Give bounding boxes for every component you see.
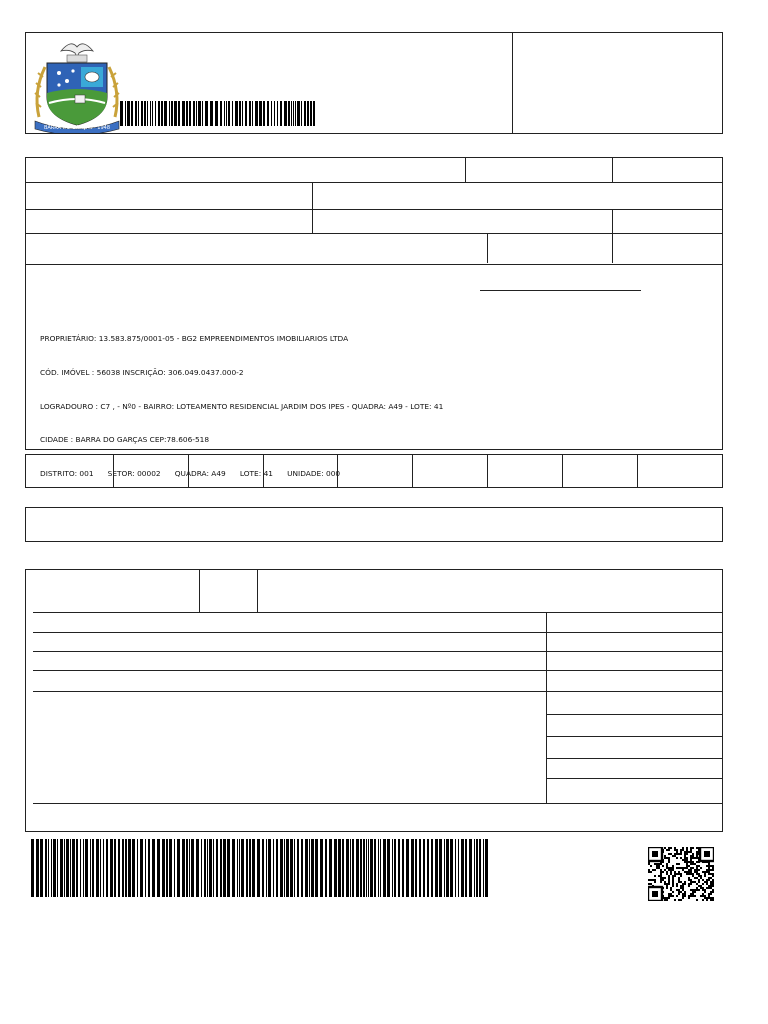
slip-header-divider-1 xyxy=(199,569,200,612)
lot-label: LOTE: 41 xyxy=(239,468,273,478)
sector-label: SETOR: 00002 xyxy=(107,468,161,478)
values-divider-1 xyxy=(113,454,114,488)
slip-header-divider-2 xyxy=(257,569,258,612)
city-line: CIDADE : BARRA DO GARÇAS CEP:78.606-518 xyxy=(40,435,210,445)
slip-line-4 xyxy=(33,670,723,671)
slip-line-2 xyxy=(33,632,723,633)
values-divider-5 xyxy=(412,454,413,488)
form-row-line-2 xyxy=(25,209,723,210)
slip-right-line-3 xyxy=(546,758,723,759)
payment-slip xyxy=(25,569,723,832)
property-code-line: CÓD. IMÓVEL : 56038 INSCRIÇÃO: 306.049.0437.000-2 xyxy=(40,368,244,378)
values-divider-2 xyxy=(188,454,189,488)
values-divider-4 xyxy=(337,454,338,488)
slip-line-5 xyxy=(33,691,723,692)
notes-box xyxy=(25,507,723,542)
values-divider-7 xyxy=(562,454,563,488)
form-row-line-1 xyxy=(25,182,723,183)
municipal-emblem-icon xyxy=(31,37,123,133)
header-divider xyxy=(512,32,513,134)
owner-line: PROPRIETÁRIO: 13.583.875/0001-05 - BG2 EMPREENDIMENTOS IMOBILIARIOS LTDA xyxy=(40,334,349,344)
form-col-divider-3 xyxy=(312,182,313,233)
emblem-motto: BARRA DO GARÇAS · 1948 xyxy=(43,125,111,131)
district-label: DISTRITO: 001 xyxy=(40,468,94,478)
form-col-divider-6 xyxy=(612,233,613,263)
slip-line-3 xyxy=(33,651,723,652)
form-col-divider-2 xyxy=(612,157,613,182)
values-strip xyxy=(25,454,723,488)
block-label: QUADRA: A49 xyxy=(174,468,226,478)
values-divider-3 xyxy=(263,454,264,488)
unit-label: UNIDADE: 000 xyxy=(287,468,341,478)
qr-code-icon xyxy=(648,847,714,901)
signature-line xyxy=(480,290,641,291)
slip-right-column xyxy=(546,612,547,803)
values-divider-6 xyxy=(487,454,488,488)
values-divider-8 xyxy=(637,454,638,488)
form-row-line-3 xyxy=(25,233,723,234)
slip-line-1 xyxy=(33,612,723,613)
payment-barcode-icon xyxy=(31,839,490,897)
form-col-divider-4 xyxy=(612,209,613,233)
form-col-divider-5 xyxy=(487,233,488,263)
form-col-divider-1 xyxy=(465,157,466,182)
slip-right-line-4 xyxy=(546,778,723,779)
form-grid xyxy=(25,157,723,265)
slip-right-line-2 xyxy=(546,736,723,737)
header-barcode-icon xyxy=(120,101,315,126)
slip-bottom-line xyxy=(33,803,723,804)
slip-right-line-1 xyxy=(546,714,723,715)
address-line: LOGRADOURO : C7 , - Nº0 - BAIRRO: LOTEAMENTO RESIDENCIAL JARDIM DOS IPES - QUADRA: A49 - LOTE: 41 xyxy=(40,401,444,411)
